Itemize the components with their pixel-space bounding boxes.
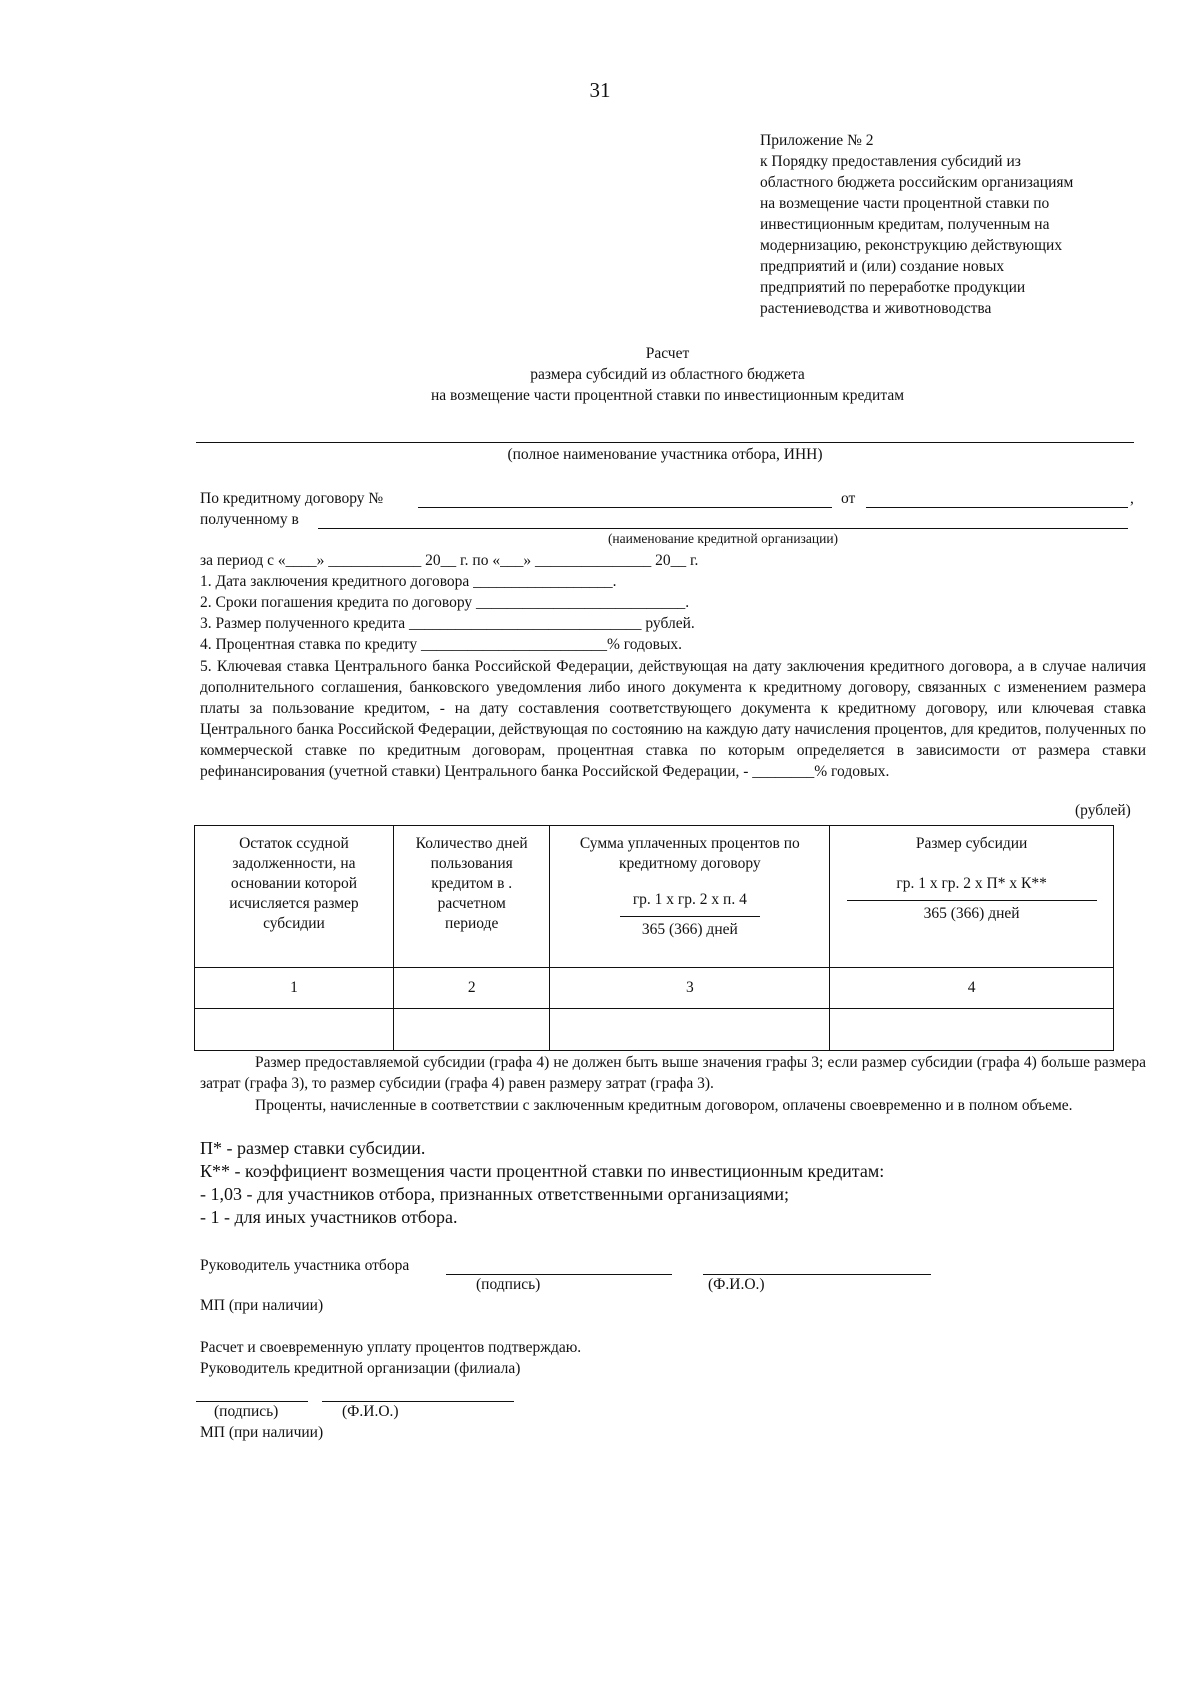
appendix-line: к Порядку предоставления субсидий из [760,153,1021,170]
header-col-3 [550,826,830,968]
participant-name-line[interactable] [196,442,1134,443]
item-1: 1. Дата заключения кредитного договора __________________. [200,573,617,590]
contract-from-label: от [841,490,856,507]
cell-interest-paid[interactable] [550,1009,830,1051]
item-2: 2. Сроки погашения кредита по договору ___________________________. [200,594,690,611]
appendix-title: Приложение № 2 [760,132,874,149]
received-label: полученному в [200,511,299,528]
appendix-line: инвестиционным кредитам, полученным на [760,216,1050,233]
note-2: Проценты, начисленные в соответствии с заключенным кредитным договором, оплачены своевременно и в полном объеме. [255,1097,1073,1114]
contract-date-line[interactable] [866,507,1128,508]
header-col-4 [830,826,1114,968]
document-title [0,343,1200,406]
formula-3-denominator: 365 (366) дней [620,916,760,940]
head-signature-line[interactable] [446,1274,672,1275]
item-5: 5. Ключевая ставка Центрального банка Российской Федерации, действующая на дату заключения кредитного договора, а в случае наличия дополнительного соглашения, банковского уведомления либо иного документа к кредитному договору, связанных с изменением размера платы за пользование кредитом, - на дату составления соответствующего документа к кредитному договору, или ключевая ставка Центрального банка Российской Федерации, действующая по состоянию на каждую дату начисления процентов, для кредитов, полученных по коммерческой ставке по кредитным договорам, процентная ставка по которым определяется в зависимости от размера ставки рефинансирования (учетной ставки) Центрального банка Российской Федерации, - ________% годовых. [200,658,1146,780]
page-number: 31 [589,78,611,102]
appendix-line: модернизацию, реконструкцию действующих [760,237,1063,254]
column-number-1: 1 [195,968,394,1009]
participant-caption: (полное наименование участника отбора, ИНН) [507,446,823,463]
appendix-line: областного бюджета российским организациям [760,174,1074,191]
contract-number-line[interactable] [418,507,832,508]
bank-signature-line[interactable] [196,1401,308,1402]
column-number-2: 2 [393,968,550,1009]
k-value-2: - 1 - для иных участников отбора. [200,1207,458,1227]
confirm-text: Расчет и своевременную уплату процентов подтверждаю. [200,1339,582,1356]
stamp-2: МП (при наличии) [200,1424,324,1441]
appendix-line: предприятий по переработке продукции [760,279,1026,296]
bank-caption: (наименование кредитной организации) [607,531,839,546]
stamp-1: МП (при наличии) [200,1297,324,1314]
cell-subsidy-amount[interactable] [830,1009,1114,1051]
note-1: Размер предоставляемой субсидии (графа 4) не должен быть выше значения графы 3; если размер субсидии (графа 4) больше размера затрат (графа 3), то размер субсидии (графа 4) равен размеру затрат (графа 3). [200,1054,1146,1092]
formula-4-denominator: 365 (366) дней [847,900,1097,924]
header-col-3-text: Сумма уплаченных процентов по кредитному договору [579,835,800,872]
item-3: 3. Размер полученного кредита ______________________________ рублей. [200,615,695,632]
header-col-1 [195,826,394,968]
bank-head-label: Руководитель кредитной организации (филиала) [200,1360,521,1377]
comma: , [1130,490,1134,507]
subsidy-table [194,825,1114,1051]
k-value-1: - 1,03 - для участников отбора, признанных ответственными организациями; [200,1184,790,1204]
cell-days[interactable] [393,1009,550,1051]
head-label: Руководитель участника отбора [200,1257,410,1274]
title-line-2: размера субсидий из областного бюджета [530,366,805,383]
currency-note: (рублей) [1075,802,1131,819]
title-line-3: на возмещение части процентной ставки по инвестиционным кредитам [430,387,905,404]
column-number-3: 3 [550,968,830,1009]
appendix-line: растениеводства и животноводства [760,300,992,317]
period-text: за период с «____» ____________ 20__ г. по «___» _______________ 20__ г. [200,552,699,569]
formula-3-numerator: гр. 1 х гр. 2 х п. 4 [632,891,747,908]
title-line-1: Расчет [645,345,690,362]
header-col-1-text: Остаток ссудной задолженности, на основании которой исчисляется размер субсидии [229,835,359,932]
bank-name-caption: (Ф.И.О.) [342,1403,399,1420]
p-definition: П* - размер ставки субсидии. [200,1138,426,1158]
contract-label: По кредитному договору № [200,490,384,507]
column-number-4: 4 [830,968,1114,1009]
bank-name-line[interactable] [318,528,1128,529]
header-col-2 [393,826,550,968]
appendix-line: предприятий и (или) создание новых [760,258,1005,275]
header-col-4-text: Размер субсидии [915,835,1028,852]
cell-loan-balance[interactable] [195,1009,394,1051]
bank-name-line[interactable] [322,1401,514,1402]
item-4: 4. Процентная ставка по кредиту ________________________% годовых. [200,636,683,653]
head-signature-caption: (подпись) [476,1276,541,1293]
header-col-2-text: Количество дней пользования кредитом в . расчетном периоде [415,835,528,932]
head-name-line[interactable] [703,1274,931,1275]
formula-4-numerator: гр. 1 х гр. 2 х П* х К** [896,875,1047,892]
k-definition: К** - коэффициент возмещения части процентной ставки по инвестиционным кредитам: [200,1161,885,1181]
appendix-line: на возмещение части процентной ставки по [760,195,1050,212]
head-name-caption: (Ф.И.О.) [708,1276,765,1293]
bank-signature-caption: (подпись) [214,1403,279,1420]
appendix-block [760,130,1160,319]
